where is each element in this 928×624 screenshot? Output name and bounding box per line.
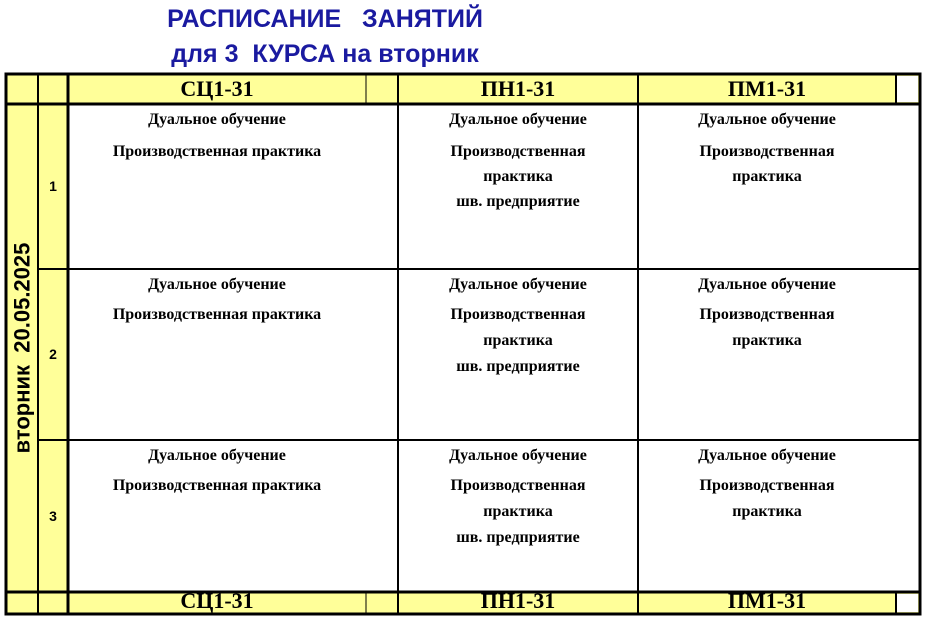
- schedule-subtitle: для 3 КУРСА на вторник: [171, 40, 479, 68]
- schedule-cell-pn-1: [398, 111, 638, 214]
- cell-details: Производственная практика: [699, 306, 835, 349]
- cell-type: Дуальное обучение: [148, 276, 286, 293]
- group-footer-pn: ПН1-31: [480, 592, 556, 613]
- cell-type: Дуальное обучение: [449, 111, 587, 128]
- cell-type: Дуальное обучение: [698, 447, 836, 464]
- group-header-pm: ПМ1-31: [727, 76, 807, 101]
- lesson-number-3: 3: [49, 508, 57, 524]
- cell-type: Дуальное обучение: [449, 276, 587, 293]
- lesson-number-2: 2: [49, 346, 57, 362]
- cell-details: Производственная практика шв. предприятие: [450, 477, 586, 546]
- cell-type: Дуальное обучение: [449, 447, 587, 464]
- cell-type: Дуальное обучение: [698, 111, 836, 128]
- schedule-cell-pm-1: [638, 111, 896, 189]
- cell-details: Производственная практика: [112, 306, 322, 323]
- schedule-cell-pn-3: [398, 447, 638, 551]
- schedule-cell-sc-1: [68, 111, 366, 165]
- cell-details: Производственная практика шв. предприятие: [450, 306, 586, 375]
- group-header-sc: СЦ1-31: [180, 76, 254, 101]
- schedule-cell-sc-2: [68, 276, 366, 328]
- cell-details: Производственная практика шв. предприятие: [450, 143, 586, 210]
- cell-type: Дуальное обучение: [148, 111, 286, 128]
- group-header-pn: ПН1-31: [480, 76, 556, 101]
- schedule-cell-pm-2: [638, 276, 896, 354]
- schedule-cell-pm-3: [638, 447, 896, 525]
- cell-type: Дуальное обучение: [698, 276, 836, 293]
- day-label-text: вторник 20.05.2025: [9, 242, 35, 454]
- cell-details: Производственная практика: [112, 477, 322, 494]
- schedule-cell-pn-2: [398, 276, 638, 380]
- cell-type: Дуальное обучение: [148, 447, 286, 464]
- day-label: [6, 104, 38, 592]
- schedule-title: РАСПИСАНИЕ ЗАНЯТИЙ: [167, 5, 483, 33]
- lesson-number-1: 1: [49, 178, 57, 194]
- right-edge-cell-top: [896, 76, 918, 102]
- group-footer-pm: ПМ1-31: [727, 592, 807, 613]
- schedule-cell-sc-3: [68, 447, 366, 499]
- group-footer-sc: СЦ1-31: [180, 592, 254, 613]
- right-edge-cell-bottom: [896, 594, 918, 612]
- cell-details: Производственная практика: [699, 143, 835, 185]
- cell-details: Производственная практика: [112, 143, 322, 160]
- cell-details: Производственная практика: [699, 477, 835, 520]
